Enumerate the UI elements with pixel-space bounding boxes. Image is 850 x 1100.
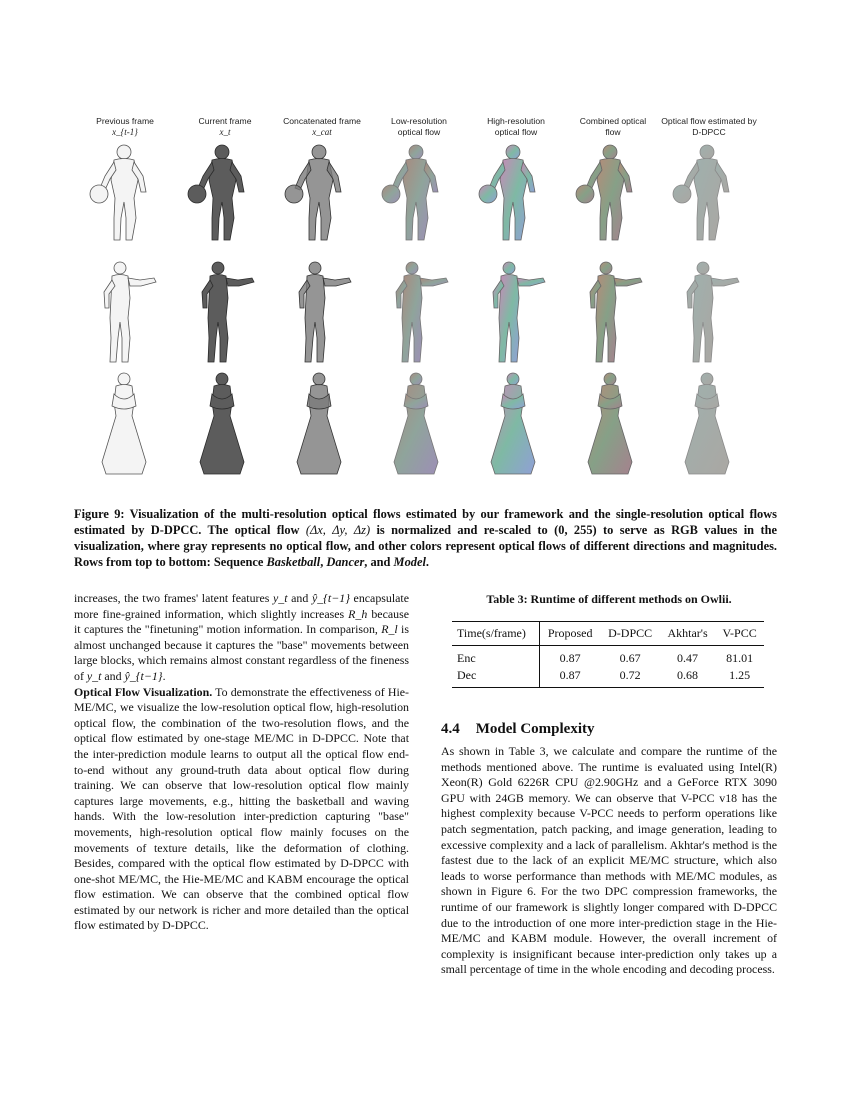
column-header-line2: x_cat (312, 126, 332, 137)
column-header-low-res-flow (367, 116, 471, 137)
figure-cell-model-col5 (463, 370, 563, 480)
figure-9-grid (72, 140, 780, 480)
caption-sep2: , and (364, 555, 394, 569)
column-header-line1: Low-resolution (391, 116, 447, 126)
column-header-line2: x_t (219, 126, 231, 137)
caption-seq-basketball: Basketball (266, 555, 321, 569)
figure-cell-model-col4 (366, 370, 466, 480)
column-header-ddpcc-flow (657, 116, 761, 137)
table-cell: 1.25 (715, 667, 764, 688)
table-row (452, 667, 764, 688)
figure-cell-basketball-col6 (560, 140, 660, 250)
left-column (74, 591, 409, 934)
section-number: 4.4 (441, 721, 460, 737)
table-cell: 81.01 (726, 651, 754, 665)
table-cell: 0.72 (600, 667, 660, 688)
figure-cell-model-col2 (172, 370, 272, 480)
column-header-current-frame (173, 116, 277, 137)
figure-cell-dancer-col6 (560, 258, 660, 368)
math-inline: R_l (381, 622, 398, 637)
column-header-line1: Concatenated frame (283, 116, 361, 126)
figure-cell-basketball-col2 (172, 140, 272, 250)
caption-part1: Figure 9: Visualization of the multi-resolution optical flows estimated by our framework and the single-resolution optical flows estimated by D-DPCC. The optical flow (74, 507, 777, 537)
table-header-cell: Proposed (540, 622, 601, 646)
figure-cell-model-col1 (74, 370, 174, 480)
table-header-cell: D-DPCC (600, 622, 660, 646)
figure-cell-dancer-col3 (269, 258, 369, 368)
table-cell: Dec (452, 667, 540, 688)
figure-cell-dancer-col2 (172, 258, 272, 368)
table-cell: 0.68 (660, 667, 715, 688)
figure-cell-dancer-col1 (74, 258, 174, 368)
paragraph-optical-flow-visualization (74, 685, 409, 935)
column-header-combined-flow (561, 116, 665, 137)
text-span: increases, the two frames' latent features (74, 591, 274, 605)
column-header-line1: Current frame (198, 116, 252, 126)
column-header-concatenated-frame (270, 116, 374, 137)
table-header-cell: Akhtar's (660, 622, 715, 646)
caption-end: . (425, 555, 430, 569)
figure-cell-model-col6 (560, 370, 660, 480)
column-header-line2: D-DPCC (692, 126, 726, 137)
text-span: . (162, 668, 166, 683)
text-span: and (101, 668, 125, 683)
column-header-line2: optical flow (494, 126, 538, 137)
caption-seq-dancer: Dancer (326, 555, 365, 569)
paragraph-model-complexity: As shown in Table 3, we calculate and compare the runtime of the methods mentioned above. The runtime is evaluated using Intel(R) Xeon(R) Gold 6226R CPU @2.90GHz and a GeForce RTX 3090 GPU with 24GB memory. We can observe that V-PCC v18 has the highest complexity because V-PCC needs to perform operations like patch segmentation, patch packing, and image generation, leading to excessive complexity and a lack of parallelism. Akhtar's method is the fastest due to the lack of an explicit ME/MC structure, which also leads to worse performance than methods with ME/MC modules, as shown in Figure 6. For the two DPC compression frameworks, the runtime of our framework is slightly longer compared with D-DPCC due to the introduction of one more inter-prediction stage in the Hie-ME/MC and KABM module. However, the overall increment of complexity is insignificant because inter-prediction only takes up a small percentage of time in the whole encoding and decoding process. (441, 744, 777, 977)
column-header-line1: Optical flow estimated by (661, 116, 757, 126)
section-title: Model Complexity (475, 721, 595, 737)
section-heading (441, 721, 594, 738)
caption-seq-model: Model (393, 555, 426, 569)
math-inline: ŷ_{t−1} (311, 591, 350, 605)
math-inline: y_t (273, 591, 288, 605)
math-inline: R_h (348, 606, 368, 621)
text-span: encapsulate more fine-grained information, which slightly increases (74, 591, 410, 621)
figure-cell-basketball-col7 (657, 140, 757, 250)
caption-sep1: , (320, 555, 327, 569)
figure-cell-basketball-col3 (269, 140, 369, 250)
column-header-line1: High-resolution (487, 116, 545, 126)
math-inline: ŷ_{t−1} (124, 668, 163, 683)
table-cell: 0.47 (677, 651, 699, 665)
column-header-line1: Combined optical (579, 116, 647, 126)
figure-cell-basketball-col1 (74, 140, 174, 250)
text-span: is almost unchanged because it captures the "base" movements between large blocks, which remains almost constant regardless of the fineness of (74, 622, 409, 683)
table-header-cell: V-PCC (715, 622, 764, 646)
table-cell: 0.67 (619, 651, 641, 665)
figure-cell-dancer-col4 (366, 258, 466, 368)
caption-part2: is normalized and re-scaled to (0, 255) to serve as RGB values in the visualization, where gray represents no optical flow, and other colors represent optical flows of different directions and magnitudes. Rows from top to bottom: Sequence (74, 523, 777, 569)
table-header-row (452, 622, 764, 646)
figure-cell-basketball-col4 (366, 140, 466, 250)
column-header-line2: x_{t-1} (112, 126, 138, 137)
table-cell: 0.87 (540, 667, 601, 688)
run-in-heading: Optical Flow Visualization. (74, 684, 213, 699)
runtime-table (452, 621, 764, 688)
column-header-line2: optical flow (397, 126, 441, 137)
column-header-line2: flow (605, 126, 621, 137)
paragraph-rate-analysis (74, 591, 409, 685)
right-column (441, 744, 777, 978)
column-header-high-res-flow (464, 116, 568, 137)
text-span: and (287, 591, 312, 605)
table-header-cell: Time(s/frame) (452, 622, 540, 646)
figure-9-caption (74, 506, 777, 570)
figure-cell-model-col3 (269, 370, 369, 480)
figure-cell-dancer-col7 (657, 258, 757, 368)
caption-math: (Δx, Δy, Δz) (305, 523, 371, 537)
math-inline: y_t (86, 668, 102, 683)
column-header-line1: Previous frame (96, 116, 154, 126)
table-row (452, 646, 764, 668)
figure-cell-dancer-col5 (463, 258, 563, 368)
table-cell: Enc (452, 646, 540, 668)
table-cell: 0.87 (559, 651, 581, 665)
column-header-previous-frame (73, 116, 177, 137)
paragraph-body: To demonstrate the effectiveness of Hie-ME/MC, we visualize the low-resolution optical flow, high-resolution optical flow, the combination of the two-resolution flows, and the optical flow estimated by one-stage ME/MC in D-DPCC. Note that the inter-prediction module learns to output all the optical flow end-to-end without any ground-truth data about optical flow during training. We can observe that low-resolution optical flow mainly captures large movements, e.g., hitting the basketball and waving hands. With the low-resolution inter-prediction capturing "base" movements, high-resolution optical flow mainly focuses on the movements of texture details, like the deformation of clothing. Besides, compared with the optical flow estimated by D-DPCC with one-shot ME/MC, the Hie-ME/MC and KABM encourage the optical flow estimation. We can observe that the combined optical flow estimated by our network is richer and more detailed than the optical flow estimated by D-DPCC. (74, 684, 410, 933)
figure-cell-basketball-col5 (463, 140, 563, 250)
figure-cell-model-col7 (657, 370, 757, 480)
text-span: because it captures the "finetuning" motion information. In comparison, (74, 606, 409, 637)
table-3-title: Table 3: Runtime of different methods on Owlii. (486, 592, 732, 606)
